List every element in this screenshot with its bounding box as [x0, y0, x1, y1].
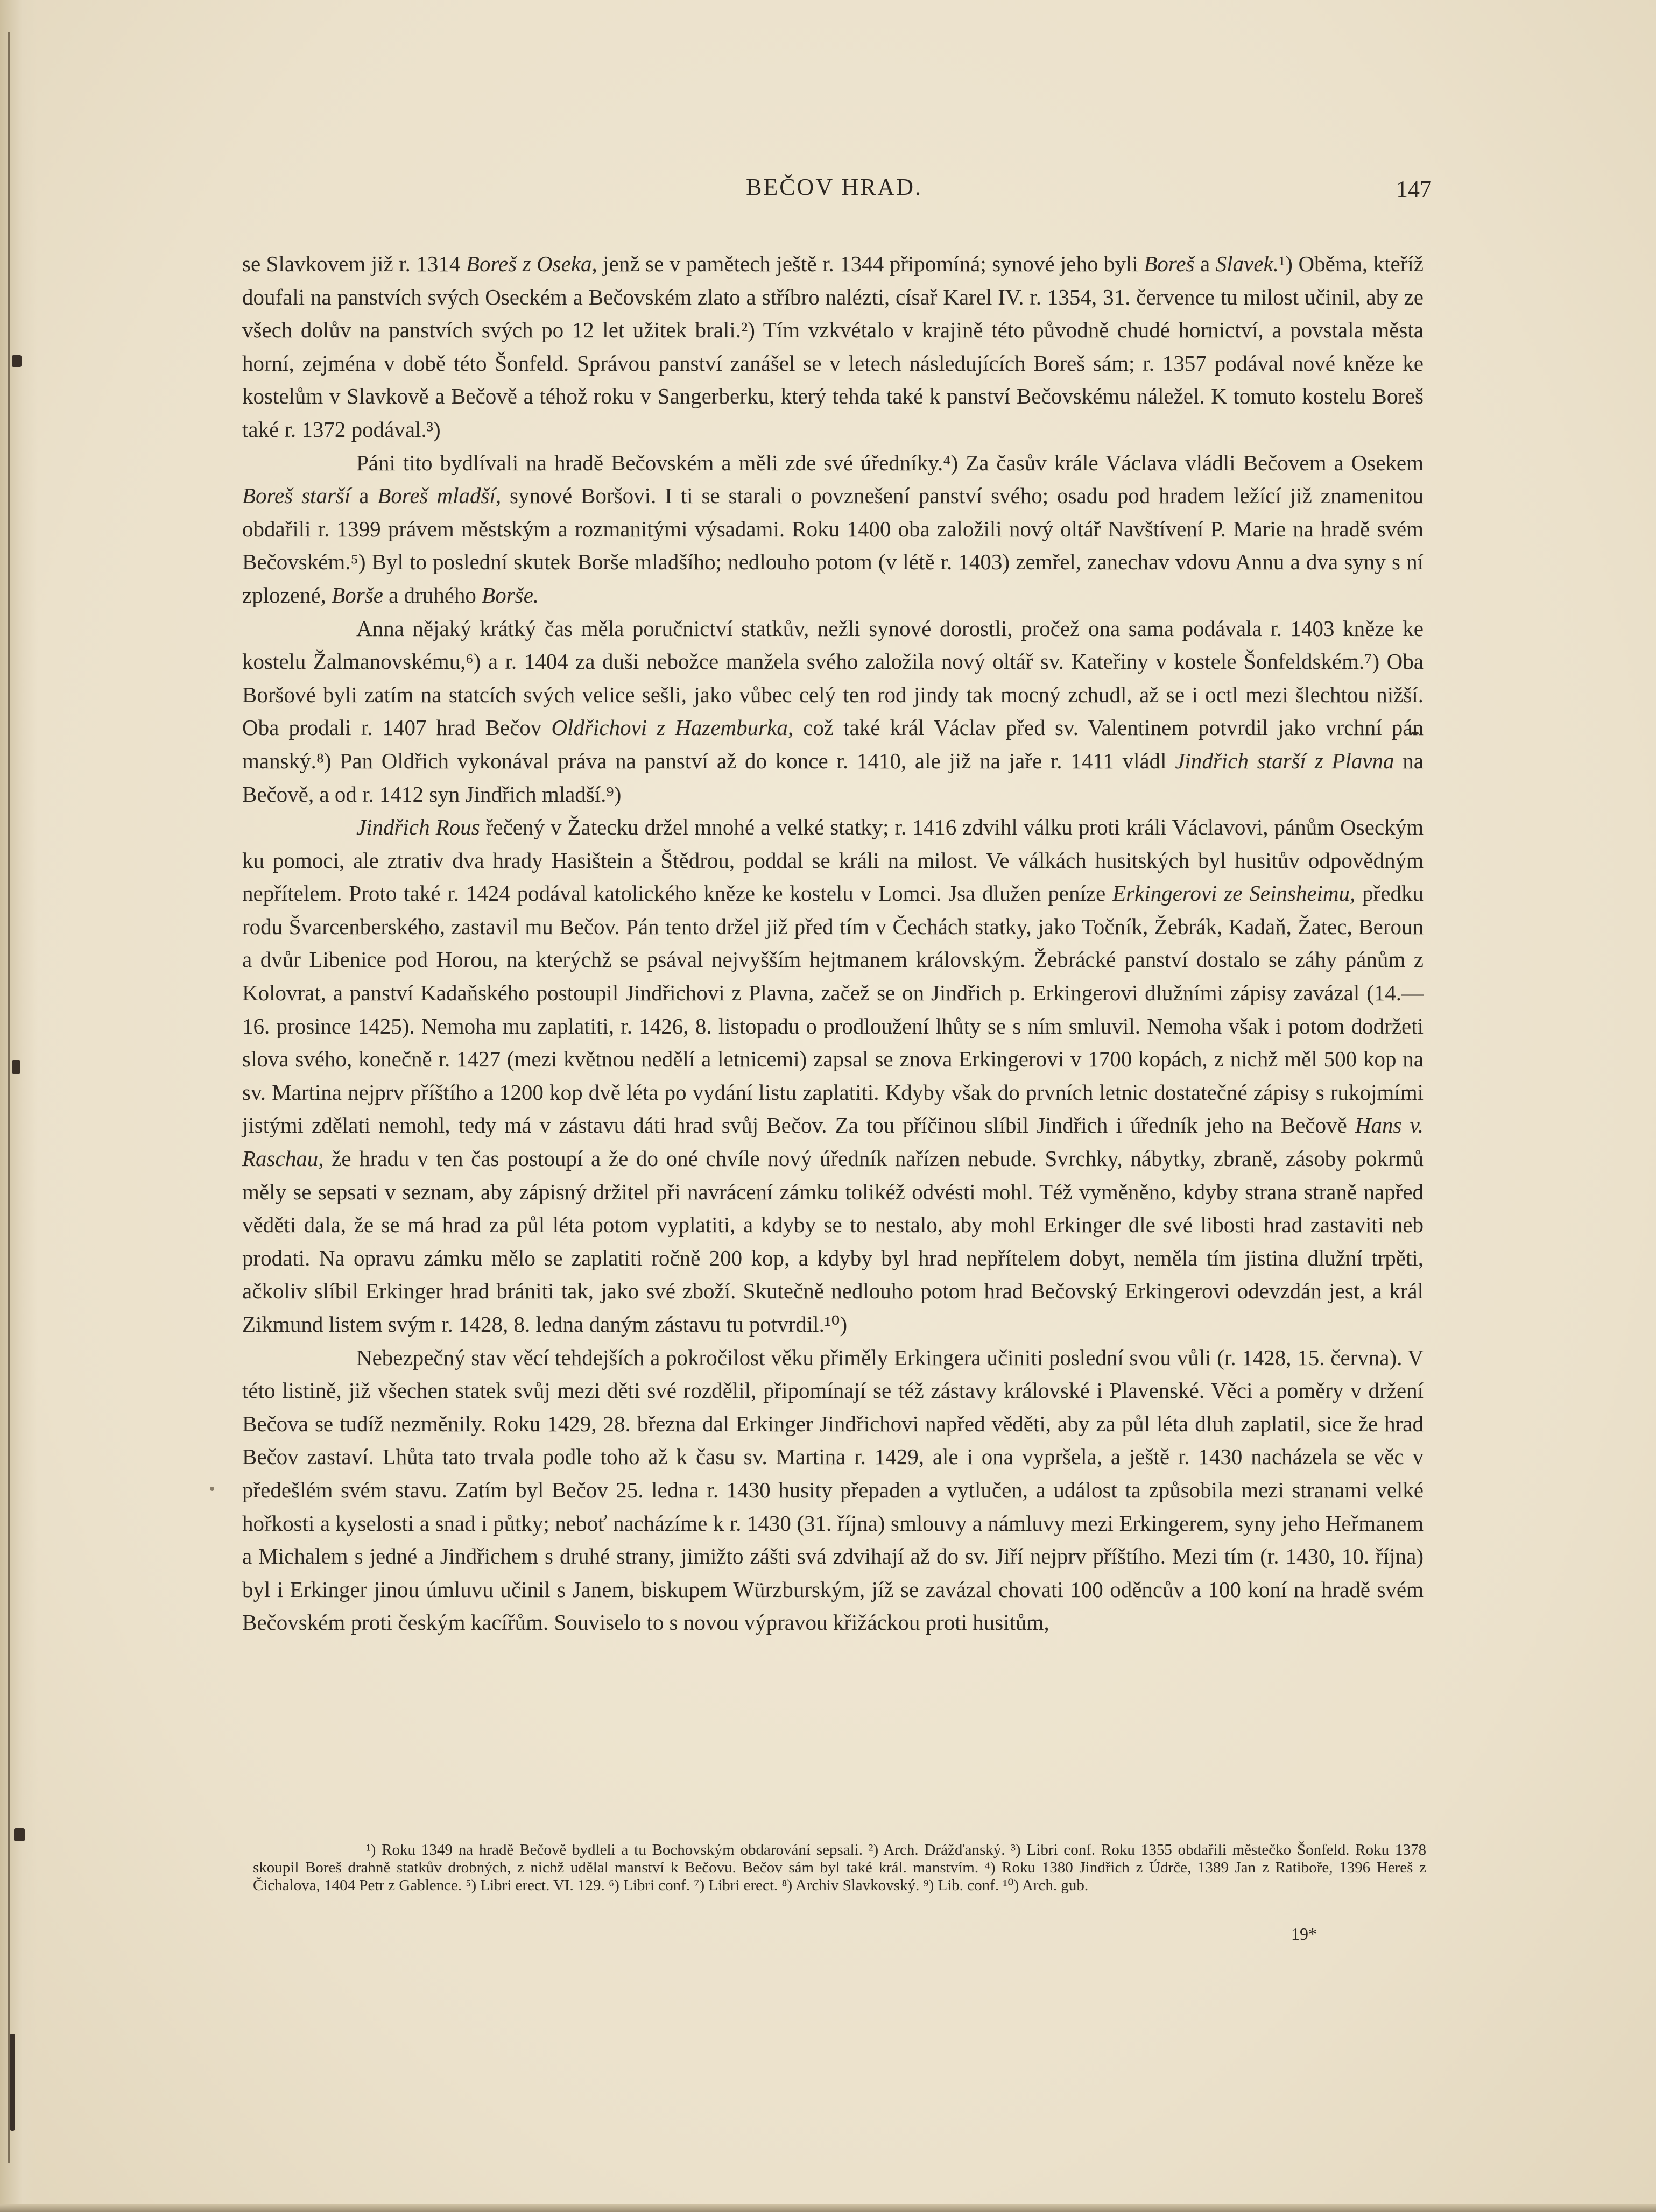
text-segment: řečený v Žatecku držel mnohé a velké statky; r. 1416 zdvihl válku proti králi Václavovi, pánům Oseckým ku pomoci, ale ztrativ dva hrady Hasištein a Štědrou, poddal se králi na milost. Ve válkách husitských byl husitův odpovědným nepřítelem. Proto také r. 1424 podával katolického kněze ke kostelu v Lomci. Jsa dlužen peníze: [242, 815, 1424, 906]
margin-mark: [12, 1060, 20, 1074]
margin-mark: [10, 2034, 15, 2131]
text-segment: předku rodu Švarcenberského, zastavil mu Bečov. Pán tento držel již před tím v Čechách statky, jako Točník, Žebrák, Kadaň, Žatec, Beroun a dvůr Libenice pod Horou, na kterýchž se psával nejvyšším hejtmanem královským. Žebrácké panství dostalo se záhy pánům z Kolovrat, a panství Kadaňského postoupil Jindřichovi z Plavna, začež se on Jindřich p. Erkingerovi dlužními zápisy zavázal (14.—16. prosince 1425). Nemoha mu zaplatiti, r. 1426, 8. listopadu o prodloužení lhůty se s ním smluvil. Nemoha však i potom dodržeti slova svého, konečně r. 1427 (mezi květnou nedělí a letnicemi) zapsal se znova Erkingerovi v 1700 kopách, z nichž měl 500 kop na sv. Martina nejprv příštího a 1200 kop dvě léta po vydání listu zaplatiti. Kdyby však do prvních letnic dostatečné zápisy s rukojmími jistými zdělati nemohl, tedy má v zástavu dáti hrad svůj Bečov. Za tou příčinou slíbil Jindřich i úředník jeho na Bečově: [242, 881, 1424, 1138]
paragraph: [242, 1341, 1424, 1639]
margin-mark: [12, 355, 22, 367]
body-text: [242, 248, 1424, 1639]
binding-shadow: [0, 0, 38, 2212]
italic-segment: Hans v. Raschau,: [242, 1113, 1424, 1171]
italic-segment: Erkingerovi ze Seinsheimu,: [1112, 881, 1356, 906]
italic-segment: Boreš starší: [242, 483, 351, 508]
paragraph: [242, 811, 1424, 1341]
margin-mark: [210, 1487, 214, 1491]
text-segment: a druhého: [383, 582, 482, 607]
italic-segment: Oldřichovi z Hazemburka,: [551, 715, 794, 740]
italic-segment: Boreš: [1144, 251, 1195, 276]
text-segment: ¹) Oběma, kteříž doufali na panstvích svých Oseckém a Bečovském zlato a stříbro nalézti, císař Karel IV. r. 1354, 31. července tu milost učinil, aby ze všech dolův na panstvích svých po 12 let užitek brali.²) Tím vzkvétalo v krajině této původně chudé hornictví, a povstala města horní, zejména v době této Šonfeld. Správou panství zanášel se v letech následujících Boreš sám; r. 1357 podával nové kněze ke kostelům v Slavkově a Bečově a téhož roku v Sangerberku, který tehda také k panství Bečovskému náležel. K tomuto kostelu Boreš také r. 1372 podával.³): [242, 251, 1424, 442]
italic-segment: Boreš z Oseka,: [466, 251, 597, 276]
text-segment: jenž se v pamětech ještě r. 1344 připomíná; synové jeho byli: [597, 251, 1144, 276]
italic-segment: Boreš mladší,: [377, 483, 502, 508]
footnote: ¹) Roku 1349 na hradě Bečově bydleli a tu Bochovským obdarování sepsali. ²) Arch. Drážďanský. ³) Libri conf. Roku 1355 obdařili městečko Šonfeld. Roku 1378 skoupil Boreš drahně statkův drobných, z nichž udělal manství k Bečovu. Bečov sám byl také král. manstvím. ⁴) Roku 1380 Jindřich z Údrče, 1389 Jan z Ratiboře, 1396 Hereš z Čichalova, 1404 Petr z Gablence. ⁵) Libri erect. VI. 129. ⁶) Libri conf. ⁷) Libri erect. ⁸) Archiv Slavkovský. ⁹) Lib. conf. ¹⁰) Arch. gub.: [253, 1841, 1426, 1894]
text-segment: a: [1194, 251, 1216, 276]
text-segment: se Slavkovem již r. 1314: [242, 251, 466, 276]
paragraph: [242, 447, 1424, 612]
italic-segment: Borše.: [482, 582, 539, 607]
footnotes: [253, 1841, 1426, 1895]
text-segment: Anna nějaký krátký čas měla poručnictví statkův, nežli synové dorostli, pročež ona sama podávala r. 1403 kněze ke kostelu Žalmanovskému,⁶) a r. 1404 za duši nebožce manžela svého založila nový oltář sv. Kateřiny v kostele Šonfeldském.⁷) Oba Boršové byli zatím na statcích svých velice sešli, jako vůbec celý ten rod jindy tak mocný zchudl, až se i octl mezi šlechtou nižší. Oba prodali r. 1407 hrad Bečov: [242, 616, 1424, 740]
paragraph: [242, 248, 1424, 447]
text-segment: Páni tito bydlívali na hradě Bečovském a měli zde své úředníky.⁴) Za časův krále Václava vládli Bečovem a Osekem: [356, 450, 1424, 475]
spine-line: [8, 32, 10, 2163]
italic-segment: Jindřich starší z Plavna: [1175, 748, 1394, 773]
page-header: [237, 173, 1432, 211]
italic-segment: Borše: [332, 582, 383, 607]
italic-segment: Jindřich Rous: [356, 815, 480, 840]
italic-segment: Slavek.: [1215, 251, 1279, 276]
text-segment: což také král Václav před sv. Valentinem potvrdil jako vrchní pán manský.⁸) Pan Oldřich vykonával práva na panství až do konce r. 1410, ale již na jaře r. 1411 vládl: [242, 715, 1424, 773]
paragraph: [242, 612, 1424, 811]
running-head: BEČOV HRAD.: [745, 174, 922, 200]
page-bottom-edge: [0, 2204, 1656, 2212]
text-segment: a: [350, 483, 378, 508]
text-segment: na Bečově, a od r. 1412 syn Jindřich mladší.⁹): [242, 748, 1424, 807]
page-number: 147: [1396, 176, 1432, 202]
margin-mark: [14, 1828, 25, 1841]
signature-mark: 19*: [1291, 1924, 1317, 1944]
text-segment: synové Boršovi. I ti se starali o povznešení panství svého; osadu pod hradem ležící již znamenitou obdařili r. 1399 právem městským a rozmanitými výsadami. Roku 1400 oba založili nový oltář Navštívení P. Marie na hradě svém Bečovském.⁵) Byl to poslední skutek Borše mladšího; nedlouho potom (v létě r. 1403) zemřel, zanechav vdovu Annu a dva syny s ní zplozené,: [242, 483, 1424, 607]
text-segment: Nebezpečný stav věcí tehdejších a pokročilost věku přiměly Erkingera učiniti poslední svou vůli (r. 1428, 15. června). V této listině, již všechen statek svůj mezi děti své rozdělil, připomínají se též zástavy královské i Plavenské. Věci a poměry v držení Bečova se tudíž nezměnily. Roku 1429, 28. března dal Erkinger Jindřichovi napřed věděti, aby za půl léta dluh zaplatil, sice že hrad Bečov zastaví. Lhůta tato trvala podle toho až k času sv. Martina r. 1429, ale i ona vypršela, a ještě r. 1430 nacházela se věc v předešlém svém stavu. Zatím byl Bečov 25. ledna r. 1430 husity přepaden a vytlučen, a událost ta způsobila mezi stranami velké hořkosti a kyselosti a snad i půtky; neboť nacházíme k r. 1430 (31. října) smlouvy a námluvy mezi Erkingerem, syny jeho Heřmanem a Michalem s jedné a Jindřichem s druhé strany, jimižto zášti svá zdvihají až do sv. Jiří nejprv příštího. Mezi tím (r. 1430, 10. října) byl i Erkinger jinou úmluvu učinil s Janem, biskupem Würzburským, jíž se zavázal chovati 100 oděncův a 100 koní na hradě svém Bečovském proti českým kacířům. Souviselo to s novou výpravou křižáckou proti husitům,: [242, 1345, 1424, 1635]
text-segment: že hradu v ten čas postoupí a že do oné chvíle nový úředník nařízen nebude. Svrchky, nábytky, zbraně, zásoby pokrmů měly se sepsati v seznam, aby zápisný držitel při navrácení zámku tolikéž odvésti mohl. Též vyměněno, kdyby strana straně napřed věděti dala, že se má hrad za půl léta potom vyplatiti, a kdyby se to nestalo, aby mohl Erkinger dle své libosti hrad zastaviti neb prodati. Na opravu zámku mělo se zaplatiti ročně 200 kop, a kdyby byl hrad nepřítelem dobyt, neměla tím jistina dlužní trpěti, ačkoliv slíbil Erkinger hrad brániti tak, jako své zboží. Skutečně nedlouho potom hrad Bečovský Erkingerovi odevzdán jest, a král Zikmund listem svým r. 1428, 8. ledna daným zástavu tu potvrdil.¹⁰): [242, 1146, 1424, 1337]
